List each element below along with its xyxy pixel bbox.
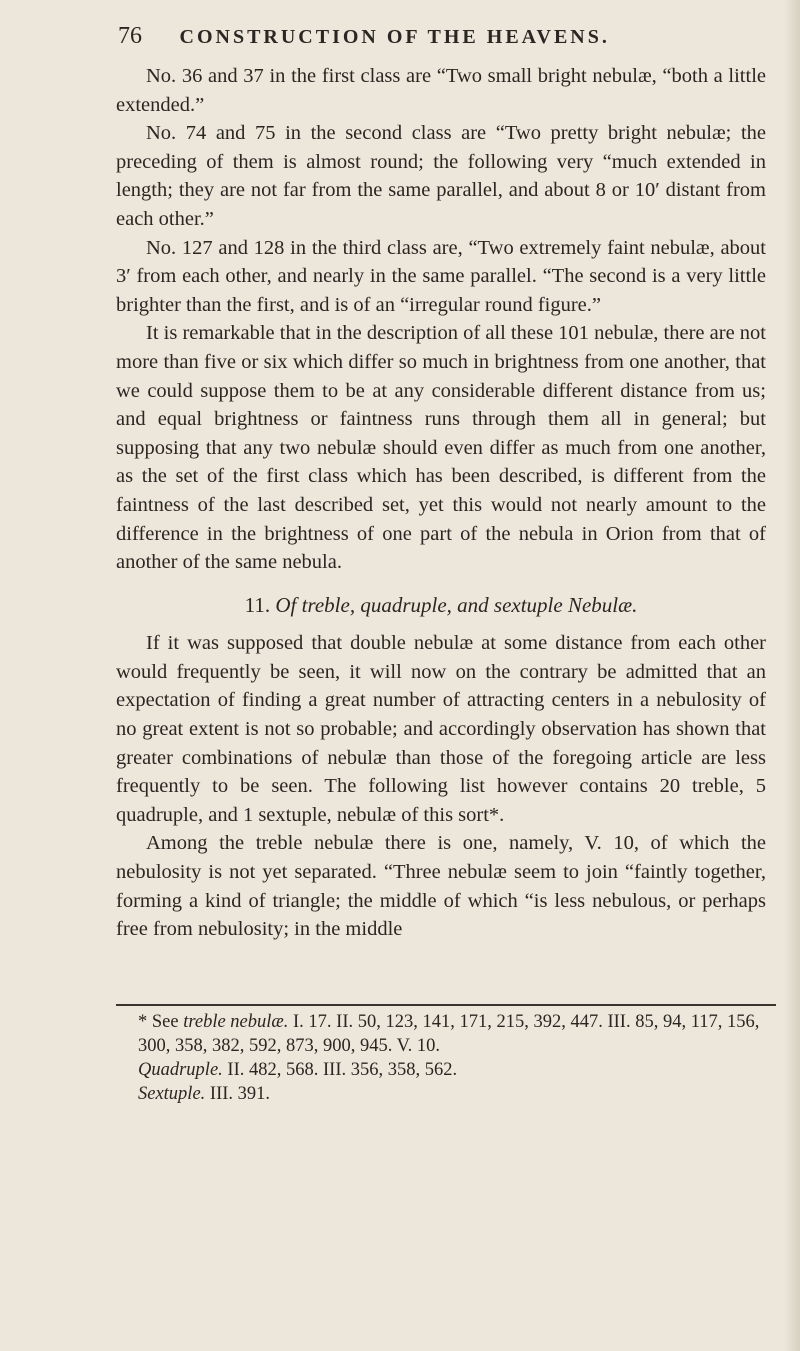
quadruple-label: Quadruple. — [138, 1060, 223, 1080]
running-title: CONSTRUCTION OF THE HEAVENS. — [179, 26, 610, 48]
quadruple-refs: II. 482, 568. III. 356, 358, 562. — [227, 1060, 458, 1080]
body-text — [116, 62, 766, 944]
footnotes — [116, 1010, 776, 1106]
paragraph: No. 127 and 128 in the third class are, “Two extremely faint nebulæ, about 3′ from each other, and nearly in the same parallel. “The second is a very little brighter than the first, and is of an “irregular round figure.” — [116, 236, 766, 316]
section-title: Of treble, quadruple, and sextuple Nebulæ. — [275, 592, 638, 617]
paragraph: If it was supposed that double nebulæ at some distance from each other would frequently be seen, it will now on the contrary be admitted that an expectation of finding a great number of attracting centers in a nebulosity of no great extent is not so probable; and accordingly observation has shown that greater combinations of nebulæ than those of the foregoing article are less frequently to be seen. The following list however contains 20 treble, 5 quadruple, and 1 sextuple, nebulæ of this sort*. — [116, 632, 766, 826]
paragraph: No. 36 and 37 in the first class are “Two small bright nebulæ, “both a little extended.” — [116, 65, 766, 116]
paragraph: No. 74 and 75 in the second class are “Two pretty bright nebulæ; the preceding of them is almost round; the following very “much extended in length; they are not far from the same parallel, and about 8 or 10′ distant from each other.” — [116, 122, 766, 230]
paragraph: Among the treble nebulæ there is one, namely, V. 10, of which the nebulosity is not yet separated. “Three nebulæ seem to join “faintly together, forming a kind of triangle; the middle of which “is less nebulous, or perhaps free from nebulosity; in the middle — [116, 832, 766, 941]
footnote-marker: * See — [138, 1012, 179, 1032]
page-edge-shadow — [784, 0, 800, 1351]
footnote-divider — [116, 1004, 776, 1006]
section-number: 11. — [244, 592, 271, 617]
page-number: 76 — [118, 23, 142, 49]
sextuple-refs: III. 391. — [209, 1084, 271, 1104]
footnote-quadruple — [116, 1058, 776, 1082]
paragraph: It is remarkable that in the description of all these 101 nebulæ, there are not more than five or six which differ so much in brightness from one another, that we could suppose them to be at any considerable different distance from us; and equal brightness or faintness runs through them all in general; but supposing that any two nebulæ should even differ as much from one another, as the set of the first class which has been described, is different from the faintness of the last described set, yet this would not nearly amount to the difference in the brightness of one part of the nebula in Orion from that of another of the same nebula. — [116, 322, 766, 574]
section-heading — [116, 591, 766, 620]
treble-refs: I. 17. II. 50, 123, 141, 171, 215, 392, 447. III. 85, 94, 117, 156, 300, 358, 382, 592, 873, 900, 945. V. 10. — [138, 1012, 760, 1056]
footnote-treble — [116, 1010, 776, 1058]
page-header — [118, 16, 758, 56]
treble-label: treble nebulæ. — [183, 1012, 289, 1032]
sextuple-label: Sextuple. — [138, 1084, 206, 1104]
footnote-sextuple — [116, 1082, 776, 1106]
